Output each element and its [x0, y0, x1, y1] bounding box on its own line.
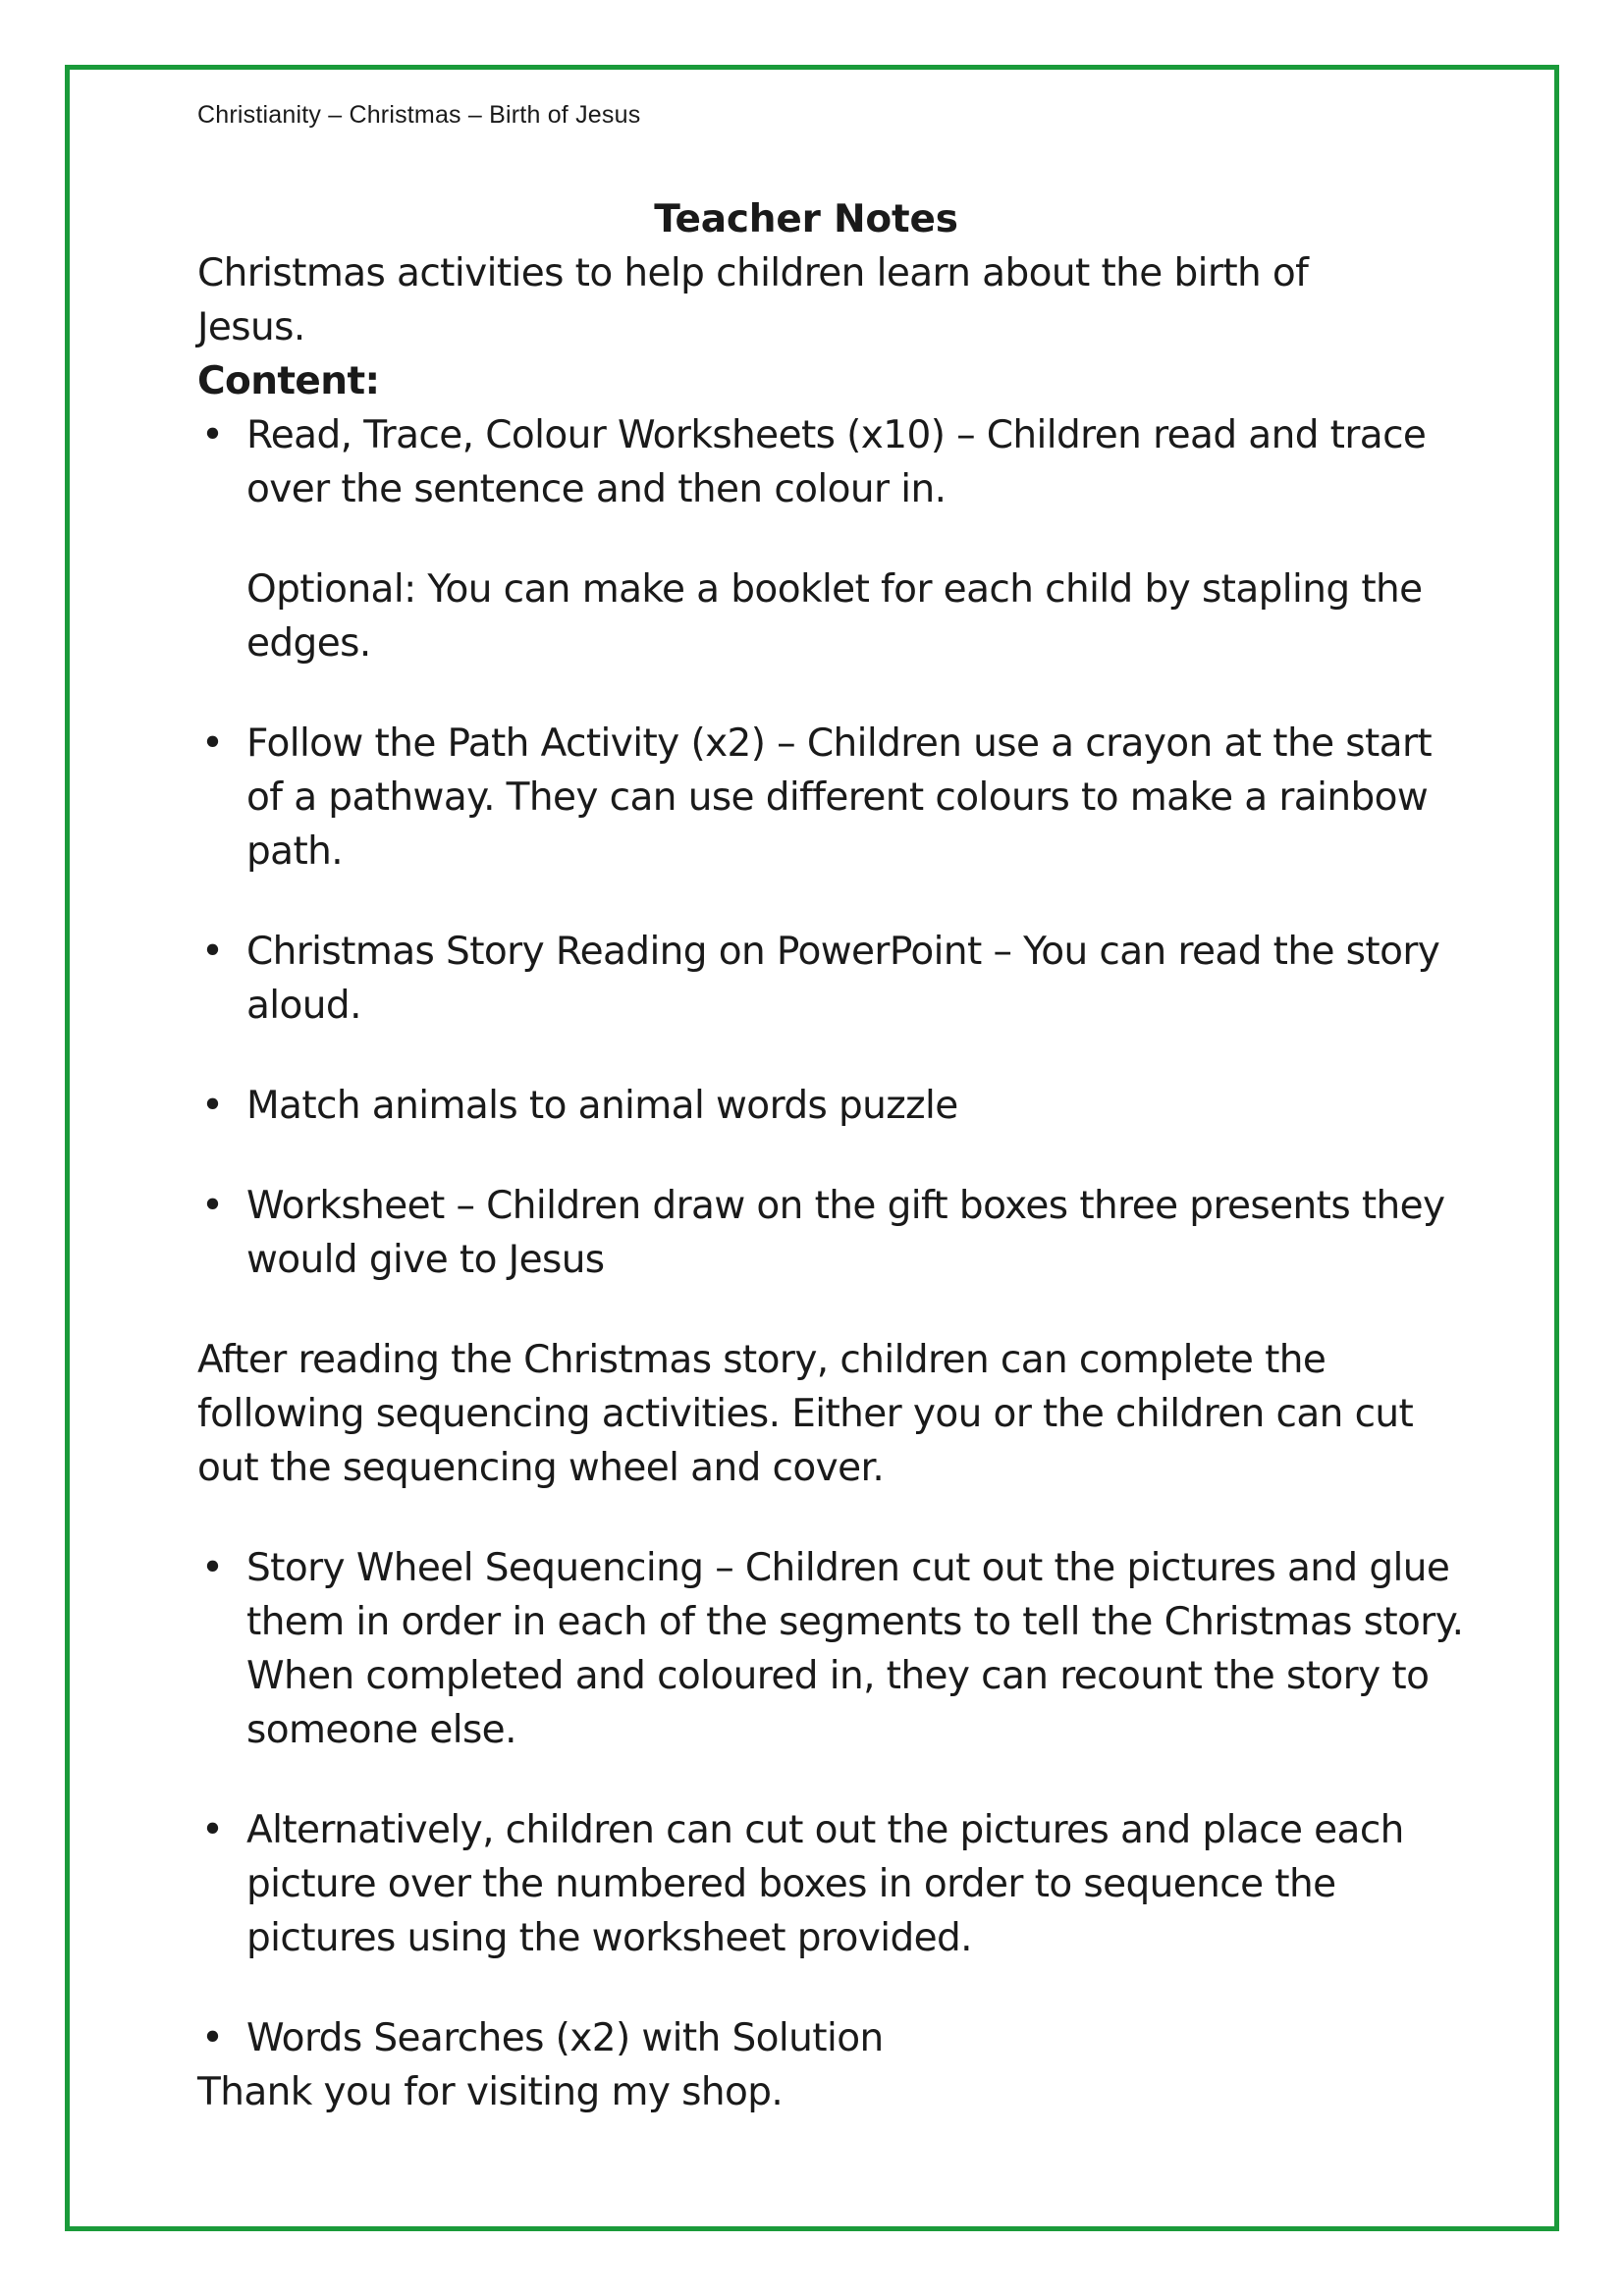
list-item-text: Christmas Story Reading on PowerPoint – You can read the story aloud. [246, 930, 1440, 1028]
list-item-text: Match animals to animal words puzzle [246, 1084, 958, 1128]
list-item-text: Alternatively, children can cut out the pictures and place each picture over the numbered boxes in order to sequence the pictures using the worksheet provided. [246, 1808, 1404, 1960]
list-item [197, 408, 1464, 516]
activity-list-1 [197, 408, 1464, 1287]
list-item [197, 1803, 1464, 1965]
sequencing-paragraph: After reading the Christmas story, children can complete the following sequencing activities. Either you or the children can cut out the sequencing wheel and cover. [197, 1338, 1414, 1490]
bullet-icon: • [201, 930, 224, 974]
intro-paragraph: Christmas activities to help children learn about the birth of Jesus. [197, 251, 1309, 349]
list-item [197, 717, 1464, 879]
list-item-text: Follow the Path Activity (x2) – Children use a crayon at the start of a pathway. They can use different colours to make a rainbow path. [246, 721, 1433, 874]
bullet-icon: • [201, 413, 224, 457]
list-item [197, 1079, 1464, 1133]
document-body [197, 192, 1464, 2119]
list-item-text: Read, Trace, Colour Worksheets (x10) – Children read and trace over the sentence and then colour in. [246, 413, 1427, 511]
bullet-icon: • [201, 1184, 224, 1228]
bullet-icon: • [201, 1084, 224, 1128]
bullet-icon: • [201, 2016, 224, 2060]
list-item [197, 1541, 1464, 1757]
list-item-note [197, 562, 1464, 670]
bullet-icon: • [201, 1546, 224, 1590]
optional-note: Optional: You can make a booklet for each child by stapling the edges. [246, 567, 1423, 666]
document-header: Christianity – Christmas – Birth of Jesus [197, 101, 641, 129]
list-item-text: Words Searches (x2) with Solution [246, 2016, 884, 2060]
page-title: Teacher Notes [654, 197, 958, 241]
closing-line: Thank you for visiting my shop. [197, 2070, 784, 2114]
bullet-icon: • [201, 1808, 224, 1852]
list-item-text: Worksheet – Children draw on the gift boxes three presents they would give to Jesus [246, 1184, 1445, 1282]
content-label: Content: [197, 359, 380, 403]
activity-list-2 [197, 1541, 1464, 2065]
bullet-icon: • [201, 721, 224, 766]
list-item [197, 925, 1464, 1033]
list-item-text: Story Wheel Sequencing – Children cut out the pictures and glue them in order in each of the segments to tell the Christmas story. When completed and coloured in, they can recount the story to someone else. [246, 1546, 1464, 1752]
list-item [197, 2011, 1464, 2065]
list-item [197, 1179, 1464, 1287]
